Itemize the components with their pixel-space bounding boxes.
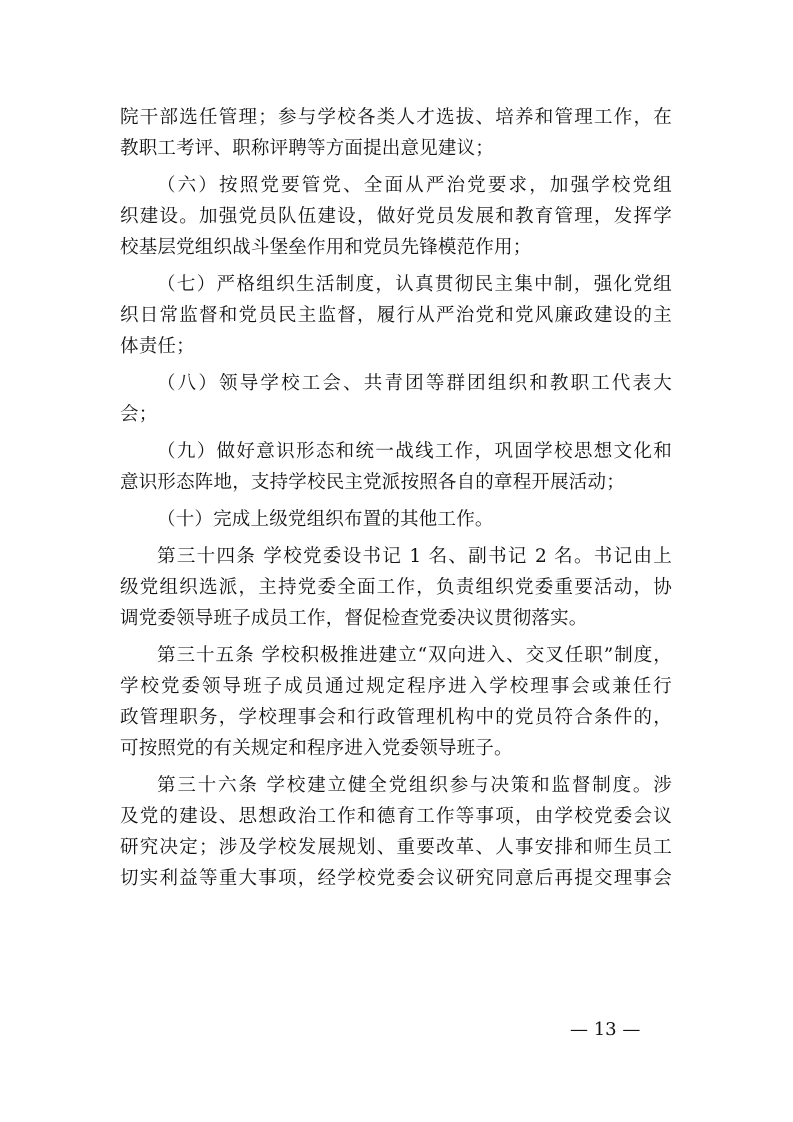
text-line: 院干部选任管理；参与学校各类人才选拔、培养和管理工作，在 — [120, 107, 672, 128]
text-line: 校基层党组织战斗堡垒作用和党员先锋模范作用； — [120, 237, 532, 258]
page-number: — 13 — — [570, 1019, 641, 1040]
text-line: 研究决定；涉及学校发展规划、重要改革、人事安排和师生员工 — [120, 837, 672, 858]
text-line: 切实利益等重大事项，经学校党委会议研究同意后再提交理事会 — [120, 868, 672, 889]
text-line: 意识形态阵地，支持学校民主党派按照各自的章程开展活动； — [120, 472, 625, 493]
text-line: 会； — [120, 404, 158, 425]
text-line: 体责任； — [120, 336, 195, 357]
text-line: 第三十六条 学校建立健全党组织参与决策和监督制度。涉 — [157, 775, 672, 796]
text-line: 第三十五条 学校积极推进建立“双向进入、交叉任职”制度， — [157, 645, 672, 666]
body-text — [120, 102, 672, 894]
text-line: 政管理职务，学校理事会和行政管理机构中的党员符合条件的， — [120, 707, 672, 728]
text-line: 织建设。加强党员队伍建设，做好党员发展和教育管理，发挥学 — [120, 206, 672, 227]
text-line: 可按照党的有关规定和程序进入党委领导班子。 — [120, 738, 513, 759]
text-line: （七）严格组织生活制度，认真贯彻民主集中制，强化党组 — [157, 274, 672, 295]
text-line: 织日常监督和党员民主监督，履行从严治党和党风廉政建设的主 — [120, 305, 672, 326]
text-line: 学校党委领导班子成员通过规定程序进入学校理事会或兼任行 — [120, 676, 672, 697]
text-line: （八）领导学校工会、共青团等群团组织和教职工代表大 — [157, 373, 672, 394]
text-line: 教职工考评、职称评聘等方面提出意见建议； — [120, 138, 495, 159]
text-line: （九）做好意识形态和统一战线工作，巩固学校思想文化和 — [157, 441, 672, 462]
text-line: （十）完成上级党组织布置的其他工作。 — [157, 509, 494, 530]
text-line: （六）按照党要管党、全面从严治党要求，加强学校党组 — [157, 175, 672, 196]
text-line: 级党组织选派，主持党委全面工作，负责组织党委重要活动，协 — [120, 577, 672, 598]
text-line: 调党委领导班子成员工作，督促检查党委决议贯彻落实。 — [120, 608, 588, 629]
text-line: 及党的建设、思想政治工作和德育工作等事项，由学校党委会议 — [120, 806, 672, 827]
text-line: 第三十四条 学校党委设书记 1 名、副书记 2 名。书记由上 — [157, 546, 672, 567]
